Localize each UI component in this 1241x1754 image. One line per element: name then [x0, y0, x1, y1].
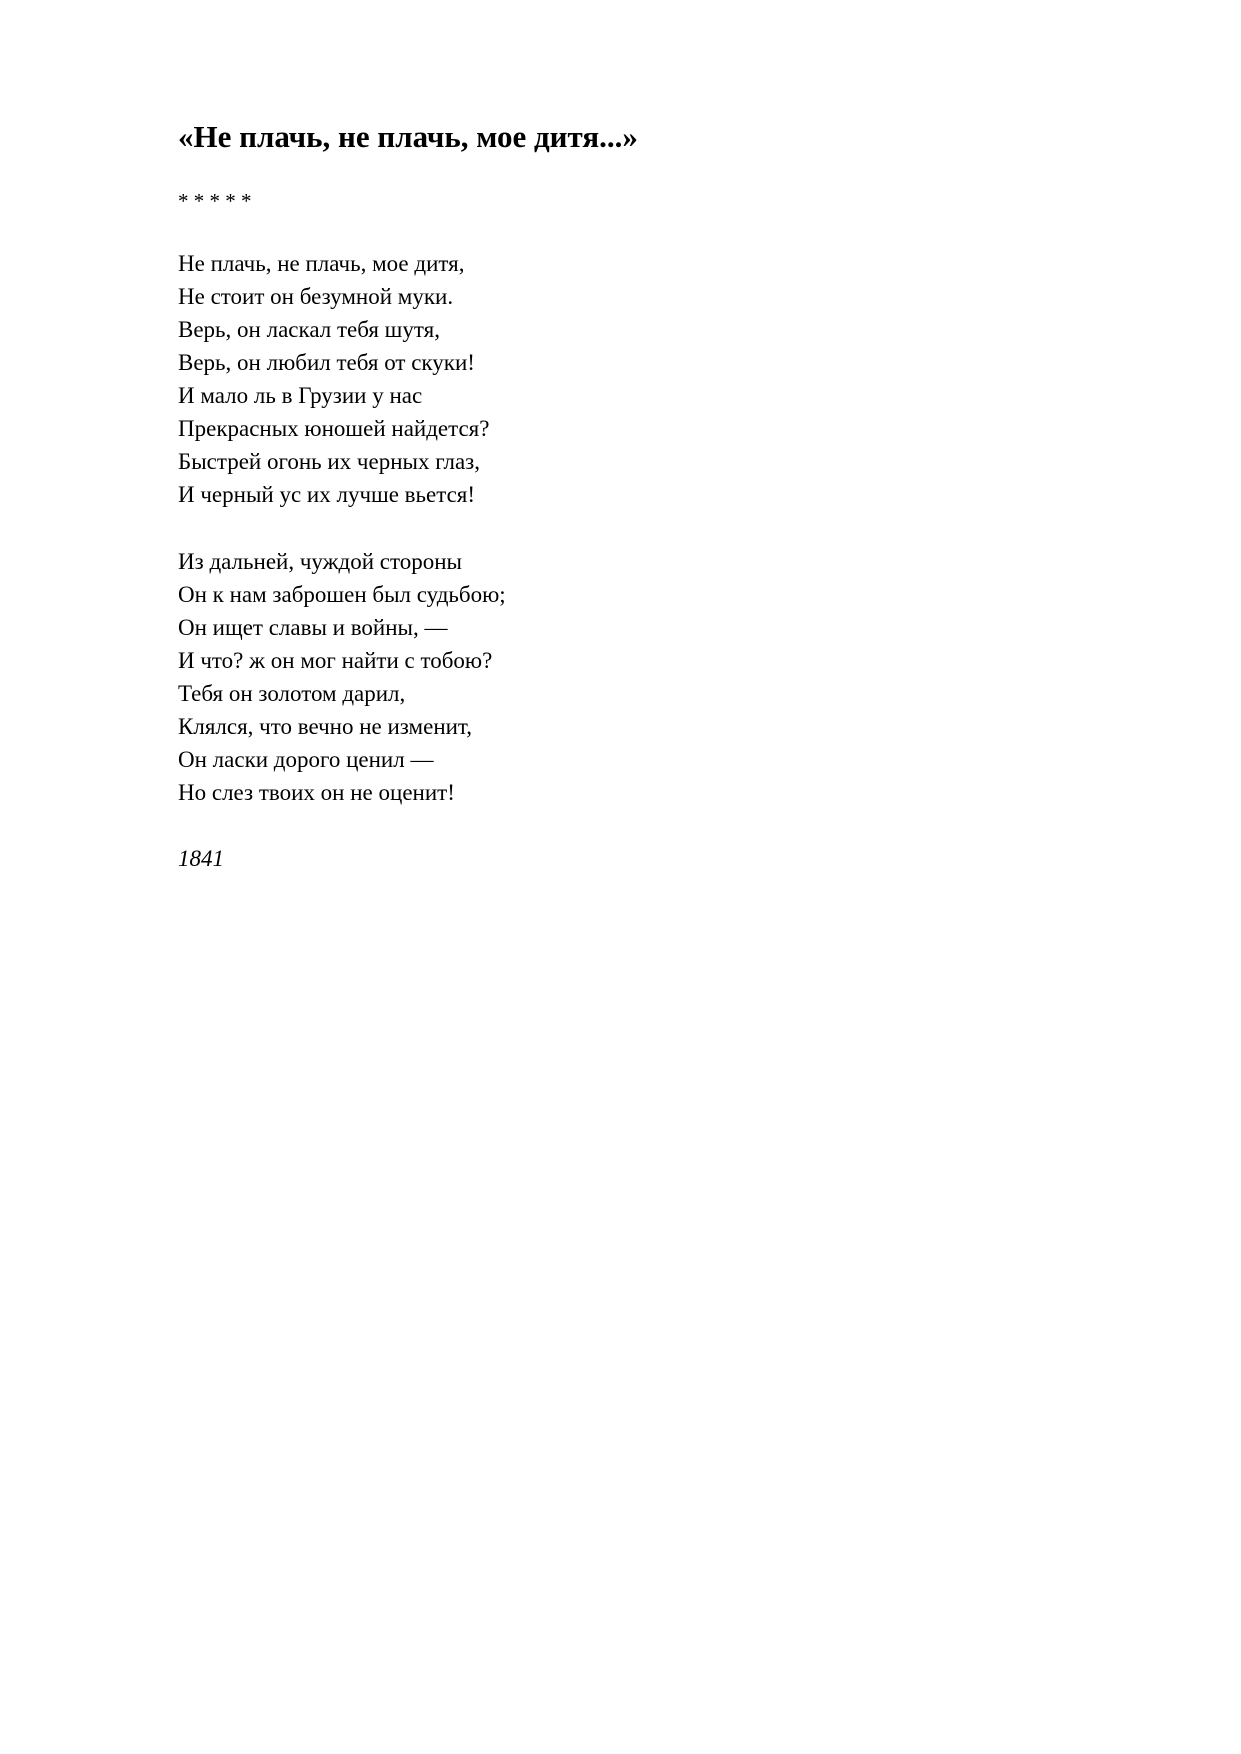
- stanza-1: [178, 247, 489, 511]
- poem-title: «Не плачь, не плачь, мое дитя...»: [178, 119, 638, 154]
- poem-line: Он к нам заброшен был судьбою;: [178, 582, 506, 607]
- stanza-2: [178, 545, 506, 809]
- poem-line: Из дальней, чуждой стороны: [178, 549, 462, 574]
- section-divider: * * * * *: [178, 189, 252, 213]
- poem-line: Верь, он ласкал тебя шутя,: [178, 317, 440, 342]
- poem-line: Верь, он любил тебя от скуки!: [178, 350, 475, 375]
- poem-line: И что? ж он мог найти с тобою?: [178, 648, 493, 673]
- poem-line: Не плачь, не плачь, мое дитя,: [178, 251, 465, 276]
- poem-line: Прекрасных юношей найдется?: [178, 416, 490, 441]
- poem-line: Но слез твоих он не оценит!: [178, 780, 455, 805]
- poem-line: И черный ус их лучше вьется!: [178, 482, 476, 507]
- poem-line: Он ласки дорого ценил —: [178, 747, 434, 772]
- poem-date: 1841: [178, 846, 224, 871]
- poem-line: Быстрей огонь их черных глаз,: [178, 449, 481, 474]
- poem-line: Клялся, что вечно не изменит,: [178, 714, 473, 739]
- poem-line: Тебя он золотом дарил,: [178, 681, 406, 706]
- poem-line: Он ищет славы и войны, —: [178, 615, 448, 640]
- poem-line: Не стоит он безумной муки.: [178, 284, 454, 309]
- poem-line: И мало ль в Грузии у нас: [178, 383, 423, 408]
